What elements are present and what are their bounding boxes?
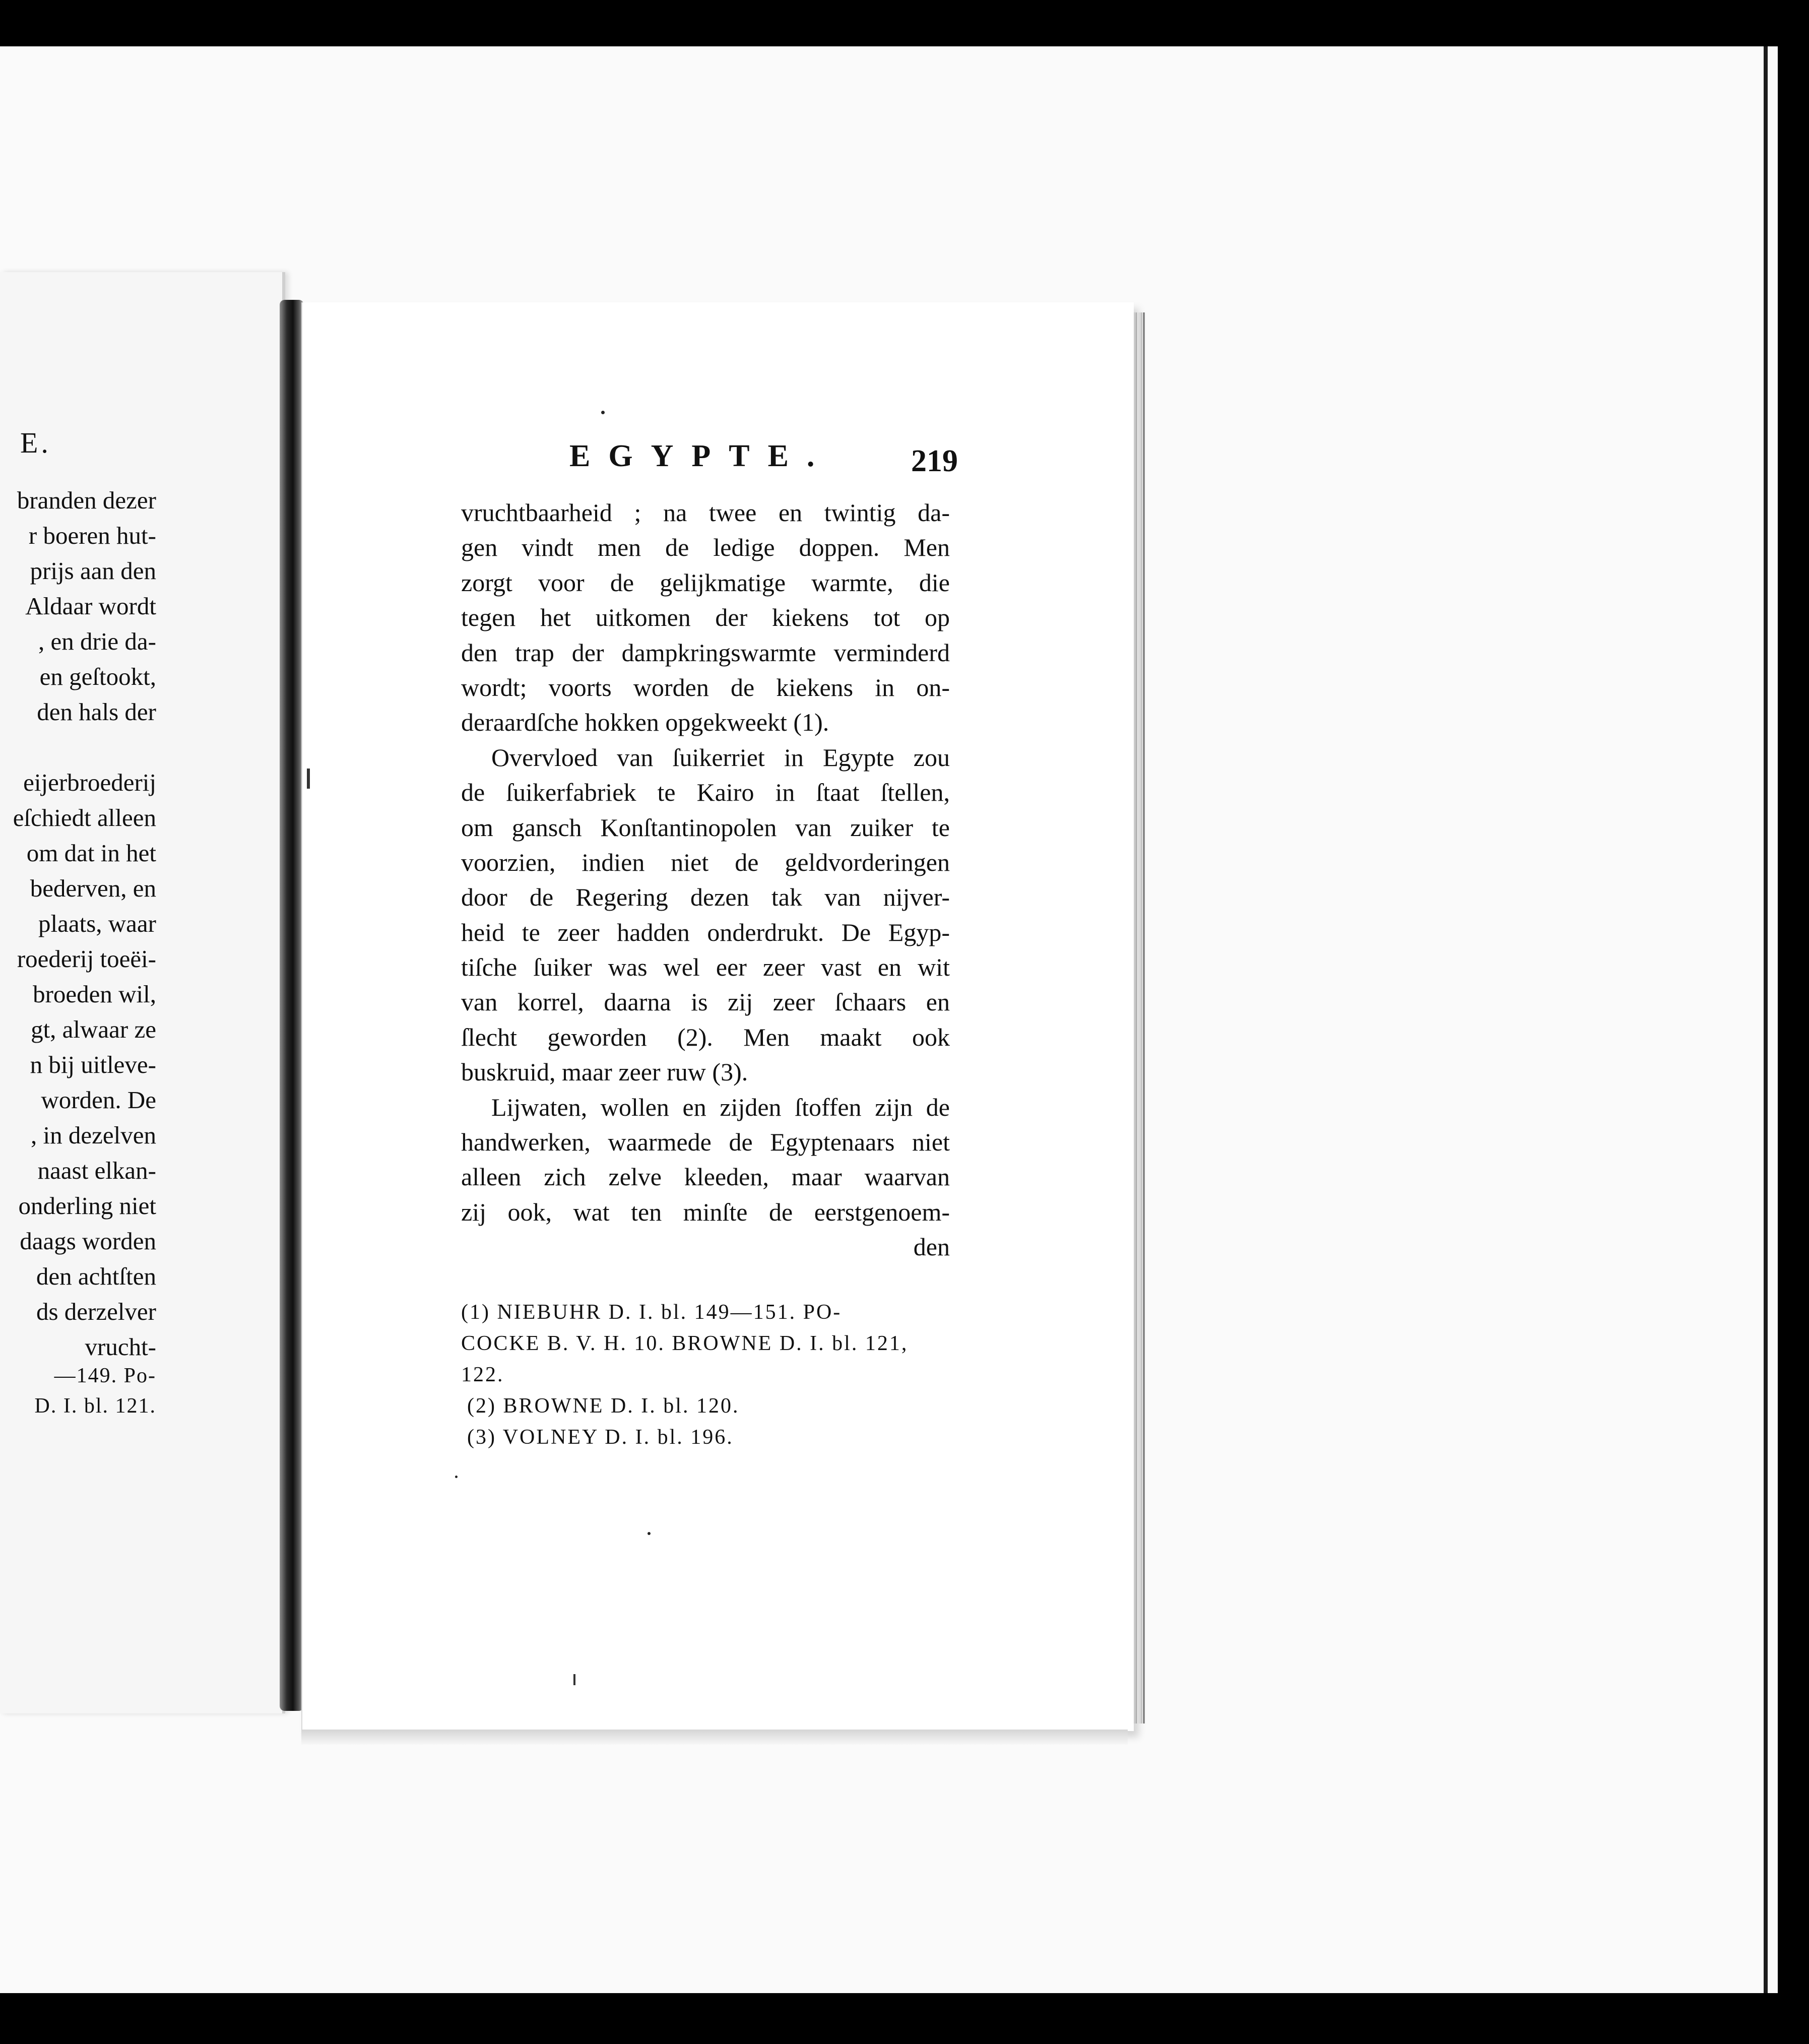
footnote-line: 122. xyxy=(461,1363,504,1386)
text-line: vruchtbaarheid ; na twee en twintig da- xyxy=(461,498,950,527)
left-line: eijerbroederij xyxy=(23,769,156,796)
footnotes xyxy=(461,1297,937,1453)
print-speck xyxy=(573,1674,575,1685)
left-line: roederij toeëi- xyxy=(17,945,156,973)
left-line: ds derzelver xyxy=(36,1298,156,1325)
text-line: de ſuikerfabriek te Kairo in ſtaat ſtellen, xyxy=(461,778,950,807)
print-speck xyxy=(601,411,605,414)
left-running-head: E. xyxy=(20,426,51,459)
left-line-blank xyxy=(0,730,156,765)
left-line: gt, alwaar ze xyxy=(31,1015,156,1043)
scan-edge-line xyxy=(1764,46,1768,1993)
print-speck xyxy=(648,1532,651,1535)
left-line: worden. De xyxy=(41,1086,156,1114)
text-line: Overvloed van ſuikerriet in Egypte zou xyxy=(491,743,950,772)
book-spine-gutter xyxy=(280,300,304,1711)
print-speck xyxy=(455,1476,458,1478)
catchword: den xyxy=(913,1233,950,1261)
text-line: zorgt voor de gelijkmatige warmte, die xyxy=(461,568,950,597)
left-page-text-area xyxy=(0,272,156,1713)
left-line: naast elkan- xyxy=(37,1157,156,1184)
text-line: zij ook, wat ten minſte de eerstgenoem- xyxy=(461,1197,950,1226)
page-number: 219 xyxy=(911,444,958,478)
left-line: bederven, en xyxy=(30,874,156,902)
left-line: daags worden xyxy=(20,1227,156,1255)
text-line: gen vindt men de ledige doppen. Men xyxy=(461,533,950,562)
footnote-line: (2) BROWNE D. I. bl. 120. xyxy=(467,1394,740,1418)
footnote-line: (3) VOLNEY D. I. bl. 196. xyxy=(467,1426,734,1449)
left-note: D. I. bl. 121. xyxy=(34,1394,156,1418)
text-line: Lijwaten, wollen en zijden ſtoffen zijn de xyxy=(491,1093,950,1121)
left-line: r boeren hut- xyxy=(28,522,156,549)
text-line: handwerken, waarmede de Egyptenaars niet xyxy=(461,1128,950,1157)
left-line: plaats, waar xyxy=(38,910,156,937)
left-line: broeden wil, xyxy=(33,980,156,1008)
scan-border-right xyxy=(1778,0,1809,2044)
left-line: Aldaar wordt xyxy=(25,592,156,620)
left-line: den achtſten xyxy=(36,1262,156,1290)
text-line: van korrel, daarna is zij zeer ſchaars en xyxy=(461,988,950,1016)
text-line: tegen het uitkomen der kiekens tot op xyxy=(461,603,950,632)
left-line: , in dezelven xyxy=(31,1121,156,1149)
text-line: om gansch Konſtantinopolen van zuiker te xyxy=(461,813,950,842)
scan-border-top xyxy=(0,0,1809,46)
text-line: den trap der dampkringswarmte verminderd xyxy=(461,638,950,667)
footnote-line: (1) NIEBUHR D. I. bl. 149—151. PO- xyxy=(461,1301,842,1324)
footnote-line: COCKE B. V. H. 10. BROWNE D. I. bl. 121, xyxy=(461,1332,909,1355)
left-page-lines xyxy=(0,483,156,1365)
left-line: den hals der xyxy=(37,698,156,726)
body-text xyxy=(461,495,950,1265)
page-shadow xyxy=(301,1730,1128,1745)
left-line: en geſtookt, xyxy=(39,663,156,690)
left-page xyxy=(0,272,285,1713)
text-line: ſlecht geworden (2). Men maakt ook xyxy=(461,1023,950,1051)
binding-mark xyxy=(307,769,310,789)
text-line: wordt; voorts worden de kiekens in on- xyxy=(461,673,950,701)
left-page-notes xyxy=(0,1361,156,1421)
text-line: door de Regering dezen tak van nijver- xyxy=(461,883,950,912)
text-line: heid te zeer hadden onderdrukt. De Egyp- xyxy=(461,918,950,946)
text-line: tiſche ſuiker was wel eer zeer vast en wit xyxy=(461,953,950,982)
left-line: vrucht- xyxy=(85,1333,156,1361)
running-head: EGYPTE. xyxy=(569,439,833,473)
left-line: branden dezer xyxy=(17,486,156,514)
left-line: onderling niet xyxy=(18,1192,156,1220)
text-line: buskruid, maar zeer ruw (3). xyxy=(461,1058,748,1087)
text-line: voorzien, indien niet de geldvorderingen xyxy=(461,848,950,876)
left-line: om dat in het xyxy=(26,839,156,867)
left-note: —149. Po- xyxy=(54,1364,156,1387)
left-line: n bij uitleve- xyxy=(30,1051,156,1078)
left-line: prijs aan den xyxy=(30,557,156,585)
left-line: eſchiedt alleen xyxy=(13,804,156,832)
text-line: deraardſche hokken opgekweekt (1). xyxy=(461,708,829,737)
left-line: , en drie da- xyxy=(38,627,156,655)
text-line: alleen zich zelve kleeden, maar waarvan xyxy=(461,1163,950,1191)
scan-border-bottom xyxy=(0,1993,1809,2044)
